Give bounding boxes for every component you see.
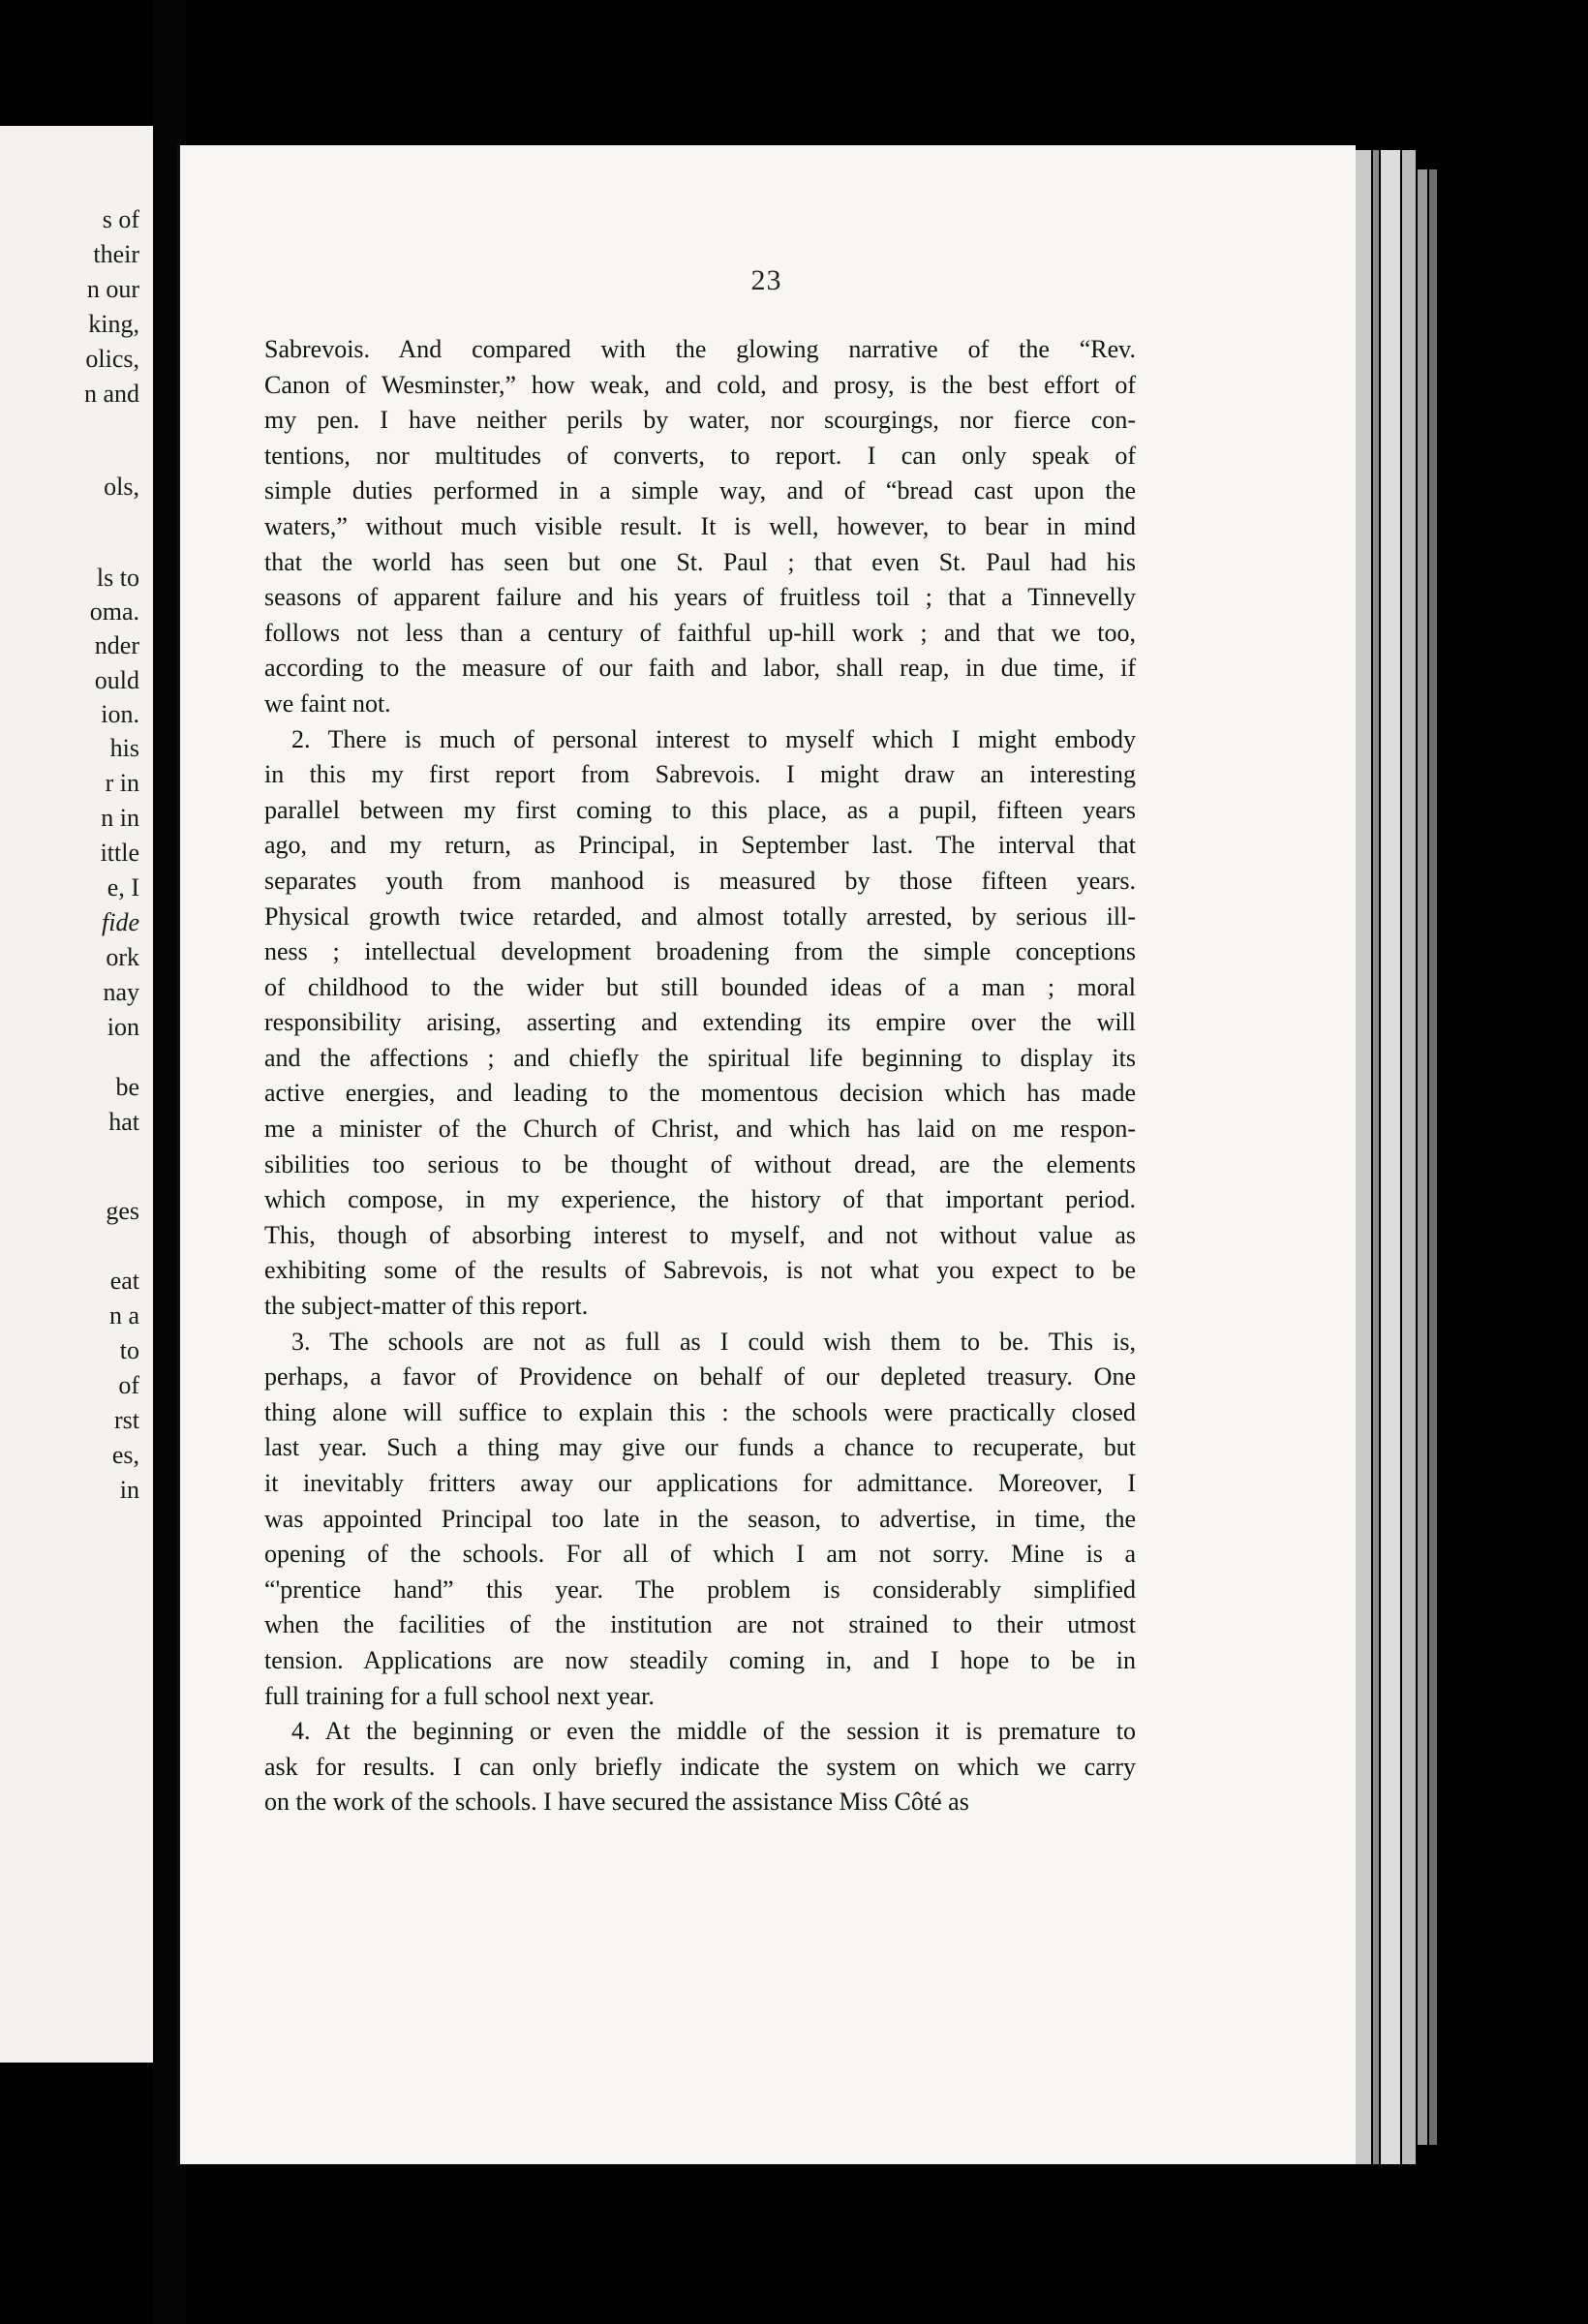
facing-page-left	[0, 126, 153, 2063]
text-line: full training for a full school next year.	[264, 1681, 655, 1710]
text-line: simple duties performed in a simple way, and of “bread cast upon the	[264, 476, 1136, 505]
text-line: it inevitably fritters away our applications for admittance. Moreover, I	[264, 1469, 1136, 1497]
facing-page-fragment: fide	[102, 908, 139, 936]
facing-page-fragment: ork	[106, 943, 139, 971]
facing-page-fragment: r in	[105, 769, 139, 797]
text-line: my pen. I have neither perils by water, nor scourgings, nor fierce con-	[264, 406, 1136, 435]
text-line: of childhood to the wider but still bounded ideas of a man ; moral	[264, 972, 1136, 1001]
text-line: parallel between my first coming to this place, as a pupil, fifteen years	[264, 795, 1136, 824]
text-line: we faint not.	[264, 688, 391, 718]
text-line: follows not less than a century of faithful up-hill work ; and that we too,	[264, 618, 1136, 647]
page-edge	[1402, 150, 1416, 2164]
page-edge	[1418, 169, 1427, 2145]
text-line: perhaps, a favor of Providence on behalf of our depleted treasury. One	[264, 1362, 1136, 1391]
text-line: which compose, in my experience, the history of that important period.	[264, 1185, 1136, 1214]
text-line: 4. At the beginning or even the middle of the session it is premature to	[291, 1717, 1136, 1746]
text-line: and the affections ; and chiefly the spiritual life beginning to display its	[264, 1043, 1136, 1072]
facing-page-fragment: eat	[109, 1267, 139, 1295]
facing-page-fragment: ges	[106, 1197, 139, 1225]
text-line: the subject-matter of this report.	[264, 1292, 589, 1321]
page-edge	[1429, 169, 1437, 2145]
text-line: in this my first report from Sabrevois. I might draw an interesting	[264, 760, 1136, 789]
facing-page-fragment: be	[115, 1073, 139, 1101]
text-line: that the world has seen but one St. Paul ; that even St. Paul had his	[264, 547, 1136, 576]
facing-page-fragment: s of	[102, 205, 139, 233]
facing-page-fragment: his	[109, 734, 139, 762]
text-line: sibilities too serious to be thought of without dread, are the elements	[264, 1149, 1136, 1178]
text-line: me a minister of the Church of Christ, and which has laid on me respon-	[264, 1115, 1136, 1144]
facing-page-fragment: n our	[86, 275, 139, 303]
text-line: 3. The schools are not as full as I could wish them to be. This is,	[291, 1327, 1136, 1356]
text-line: ness ; intellectual development broadening from the simple conceptions	[264, 937, 1136, 966]
text-line: “'prentice hand” this year. The problem is considerably simplified	[264, 1575, 1136, 1604]
text-line: waters,” without much visible result. It is well, however, to bear in mind	[264, 511, 1136, 540]
facing-page-fragment: in	[119, 1476, 139, 1504]
text-line: opening of the schools. For all of which I am not sorry. Mine is a	[264, 1540, 1136, 1569]
text-line: tentions, nor multitudes of converts, to report. I can only speak of	[264, 441, 1136, 470]
text-line: ask for results. I can only briefly indicate the system on which we carry	[264, 1752, 1136, 1781]
facing-page-fragment: rst	[114, 1406, 139, 1434]
text-line: was appointed Principal too late in the season, to advertise, in time, the	[264, 1504, 1136, 1533]
page-edge	[1356, 150, 1371, 2164]
facing-page-fragment: n and	[83, 380, 139, 408]
facing-page-fragment: ion.	[101, 700, 139, 728]
text-line: seasons of apparent failure and his years of fruitless toil ; that a Tinnevelly	[264, 583, 1136, 612]
text-line: when the facilities of the institution are not strained to their utmost	[264, 1610, 1136, 1639]
facing-page-fragment: king,	[88, 310, 139, 338]
facing-page-fragment: nder	[94, 631, 139, 659]
body-text	[264, 332, 1136, 1820]
text-line: Sabrevois. And compared with the glowing narrative of the “Rev.	[264, 335, 1136, 363]
facing-page-fragment: nay	[103, 978, 139, 1006]
facing-page-fragment: n a	[108, 1301, 139, 1330]
facing-page-fragment: oma.	[89, 597, 139, 626]
text-line: separates youth from manhood is measured by those fifteen years.	[264, 866, 1136, 895]
text-line: according to the measure of our faith and labor, shall reap, in due time, if	[264, 654, 1136, 683]
text-line: responsibility arising, asserting and extending its empire over the will	[264, 1008, 1136, 1037]
facing-page-fragment: e, I	[107, 873, 139, 902]
text-line: active energies, and leading to the momentous decision which has made	[264, 1079, 1136, 1108]
facing-page-fragment: n in	[101, 804, 139, 832]
text-line: This, though of absorbing interest to myself, and not without value as	[264, 1220, 1136, 1249]
facing-page-fragment: ls to	[96, 564, 139, 592]
facing-page-fragment: hat	[108, 1108, 139, 1136]
text-line: on the work of the schools. I have secured the assistance Miss Côté as	[264, 1788, 969, 1817]
page-edge	[1373, 150, 1379, 2164]
facing-page-fragment: es,	[111, 1441, 139, 1469]
page-number: 23	[750, 264, 782, 296]
text-line: exhibiting some of the results of Sabrevois, is not what you expect to be	[264, 1256, 1136, 1285]
main-page	[177, 145, 1356, 2164]
text-line: tension. Applications are now steadily coming in, and I hope to be in	[264, 1645, 1136, 1674]
facing-page-fragment: ion	[107, 1013, 139, 1041]
facing-page-fragment: ittle	[100, 839, 139, 867]
facing-page-fragment: olics,	[85, 345, 139, 373]
facing-page-fragment: to	[119, 1336, 139, 1364]
text-line: thing alone will suffice to explain this : the schools were practically closed	[264, 1397, 1136, 1426]
text-line: Physical growth twice retarded, and almost totally arrested, by serious ill-	[264, 902, 1136, 931]
facing-page-fragment: of	[118, 1371, 139, 1399]
facing-page-fragment: ols,	[104, 473, 139, 501]
text-line: last year. Such a thing may give our funds a chance to recuperate, but	[264, 1433, 1136, 1462]
facing-page-fragment: their	[93, 240, 139, 268]
text-line: 2. There is much of personal interest to myself which I might embody	[291, 724, 1136, 753]
text-line: Canon of Wesminster,” how weak, and cold, and prosy, is the best effort of	[264, 370, 1136, 399]
page-edge	[1381, 150, 1400, 2164]
facing-page-fragment: ould	[94, 666, 139, 694]
text-line: ago, and my return, as Principal, in September last. The interval that	[264, 831, 1136, 860]
